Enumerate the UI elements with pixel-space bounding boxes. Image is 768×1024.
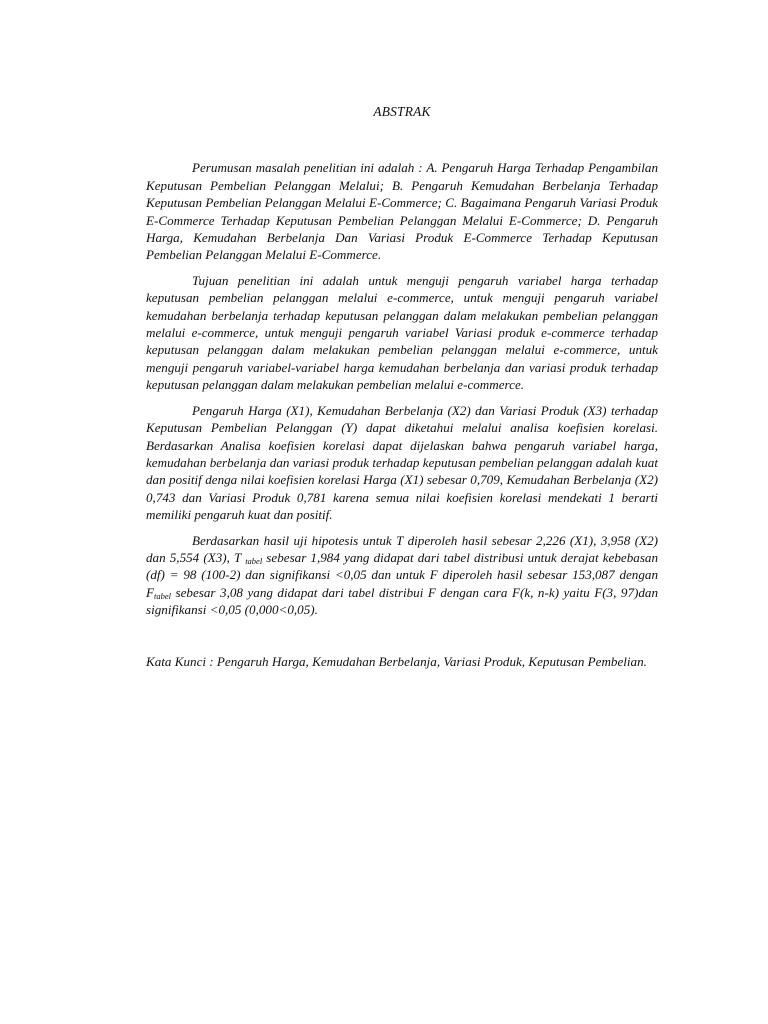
paragraph-research-objective: Tujuan penelitian ini adalah untuk menguji pengaruh variabel harga terhadap keputusan pembelian pelanggan melalui e-commerce, untuk menguji pengaruh variabel kemudahan berbelanja terhadap keputusan pelanggan dalam melakukan pembelian pelanggan melalui e-commerce, untuk menguji pengaruh variabel Variasi produk e-commerce terhadap keputusan pelanggan dalam melakukan pembelian pelanggan melalui e-commerce, untuk menguji pengaruh variabel-variabel harga kemudahan berbelanja dan variasi produk terhadap keputusan pelanggan dalam melakukan pembelian melalui e-commerce. bbox=[146, 272, 658, 393]
paragraph-correlation-analysis: Pengaruh Harga (X1), Kemudahan Berbelanja (X2) dan Variasi Produk (X3) terhadap Keputusan Pembelian Pelanggan (Y) dapat diketahui melalui analisa koefisien korelasi. Berdasarkan Analisa koefisien korelasi dapat dijelaskan bahwa pengaruh variabel harga, kemudahan berbelanja dan variasi produk terhadap keputusan pembelian pelanggan adalah kuat dan positif denga nilai koefisien korelasi Harga (X1) sebesar 0,709, Kemudahan Berbelanja (X2) 0,743 dan Variasi Produk 0,781 karena semua nilai koefisien korelasi mendekati 1 berarti memiliki pengaruh kuat dan positif. bbox=[146, 402, 658, 523]
hypothesis-text-part-3: sebesar 3,08 yang didapat dari tabel distribui F dengan cara F(k, n-k) yaitu F(3, 97)dan signifikansi <0,05 (0,000<0,05). bbox=[146, 584, 658, 618]
f-table-subscript: tabel bbox=[154, 590, 171, 601]
paragraph-problem-statement: Perumusan masalah penelitian ini adalah : A. Pengaruh Harga Terhadap Pengambilan Keputusan Pembelian Pelanggan Melalui; B. Pengaruh Kemudahan Berbelanja Terhadap Keputusan Pembelian Pelanggan Melalui E-Commerce; C. Bagaimana Pengaruh Variasi Produk E-Commerce Terhadap Keputusan Pembelian Pelanggan Melalui E-Commerce; D. Pengaruh Harga, Kemudahan Berbelanja Dan Variasi Produk E-Commerce Terhadap Keputusan Pembelian Pelanggan Melalui E-Commerce. bbox=[146, 160, 658, 263]
t-table-subscript: tabel bbox=[245, 555, 263, 566]
abstract-title: ABSTRAK bbox=[373, 104, 431, 119]
paragraph-hypothesis-test bbox=[146, 532, 658, 619]
keywords-line: Kata Kunci : Pengaruh Harga, Kemudahan Berbelanja, Variasi Produk, Keputusan Pembelian. bbox=[146, 653, 647, 669]
hypothesis-text-part-1: Berdasarkan hasil uji hipotesis untuk T diperoleh hasil sebesar 2,226 (X1), 3,958 (X2) dan 5,554 (X3), T bbox=[146, 532, 658, 565]
abstract-body bbox=[146, 103, 658, 670]
hypothesis-text-part-2: sebesar 1,984 yang didapat dari tabel distribusi untuk derajat kebebasan (df) = 98 (100-2) dan signifikansi <0,05 dan untuk F diperoleh hasil sebesar 153,087 dengan F bbox=[146, 549, 659, 600]
